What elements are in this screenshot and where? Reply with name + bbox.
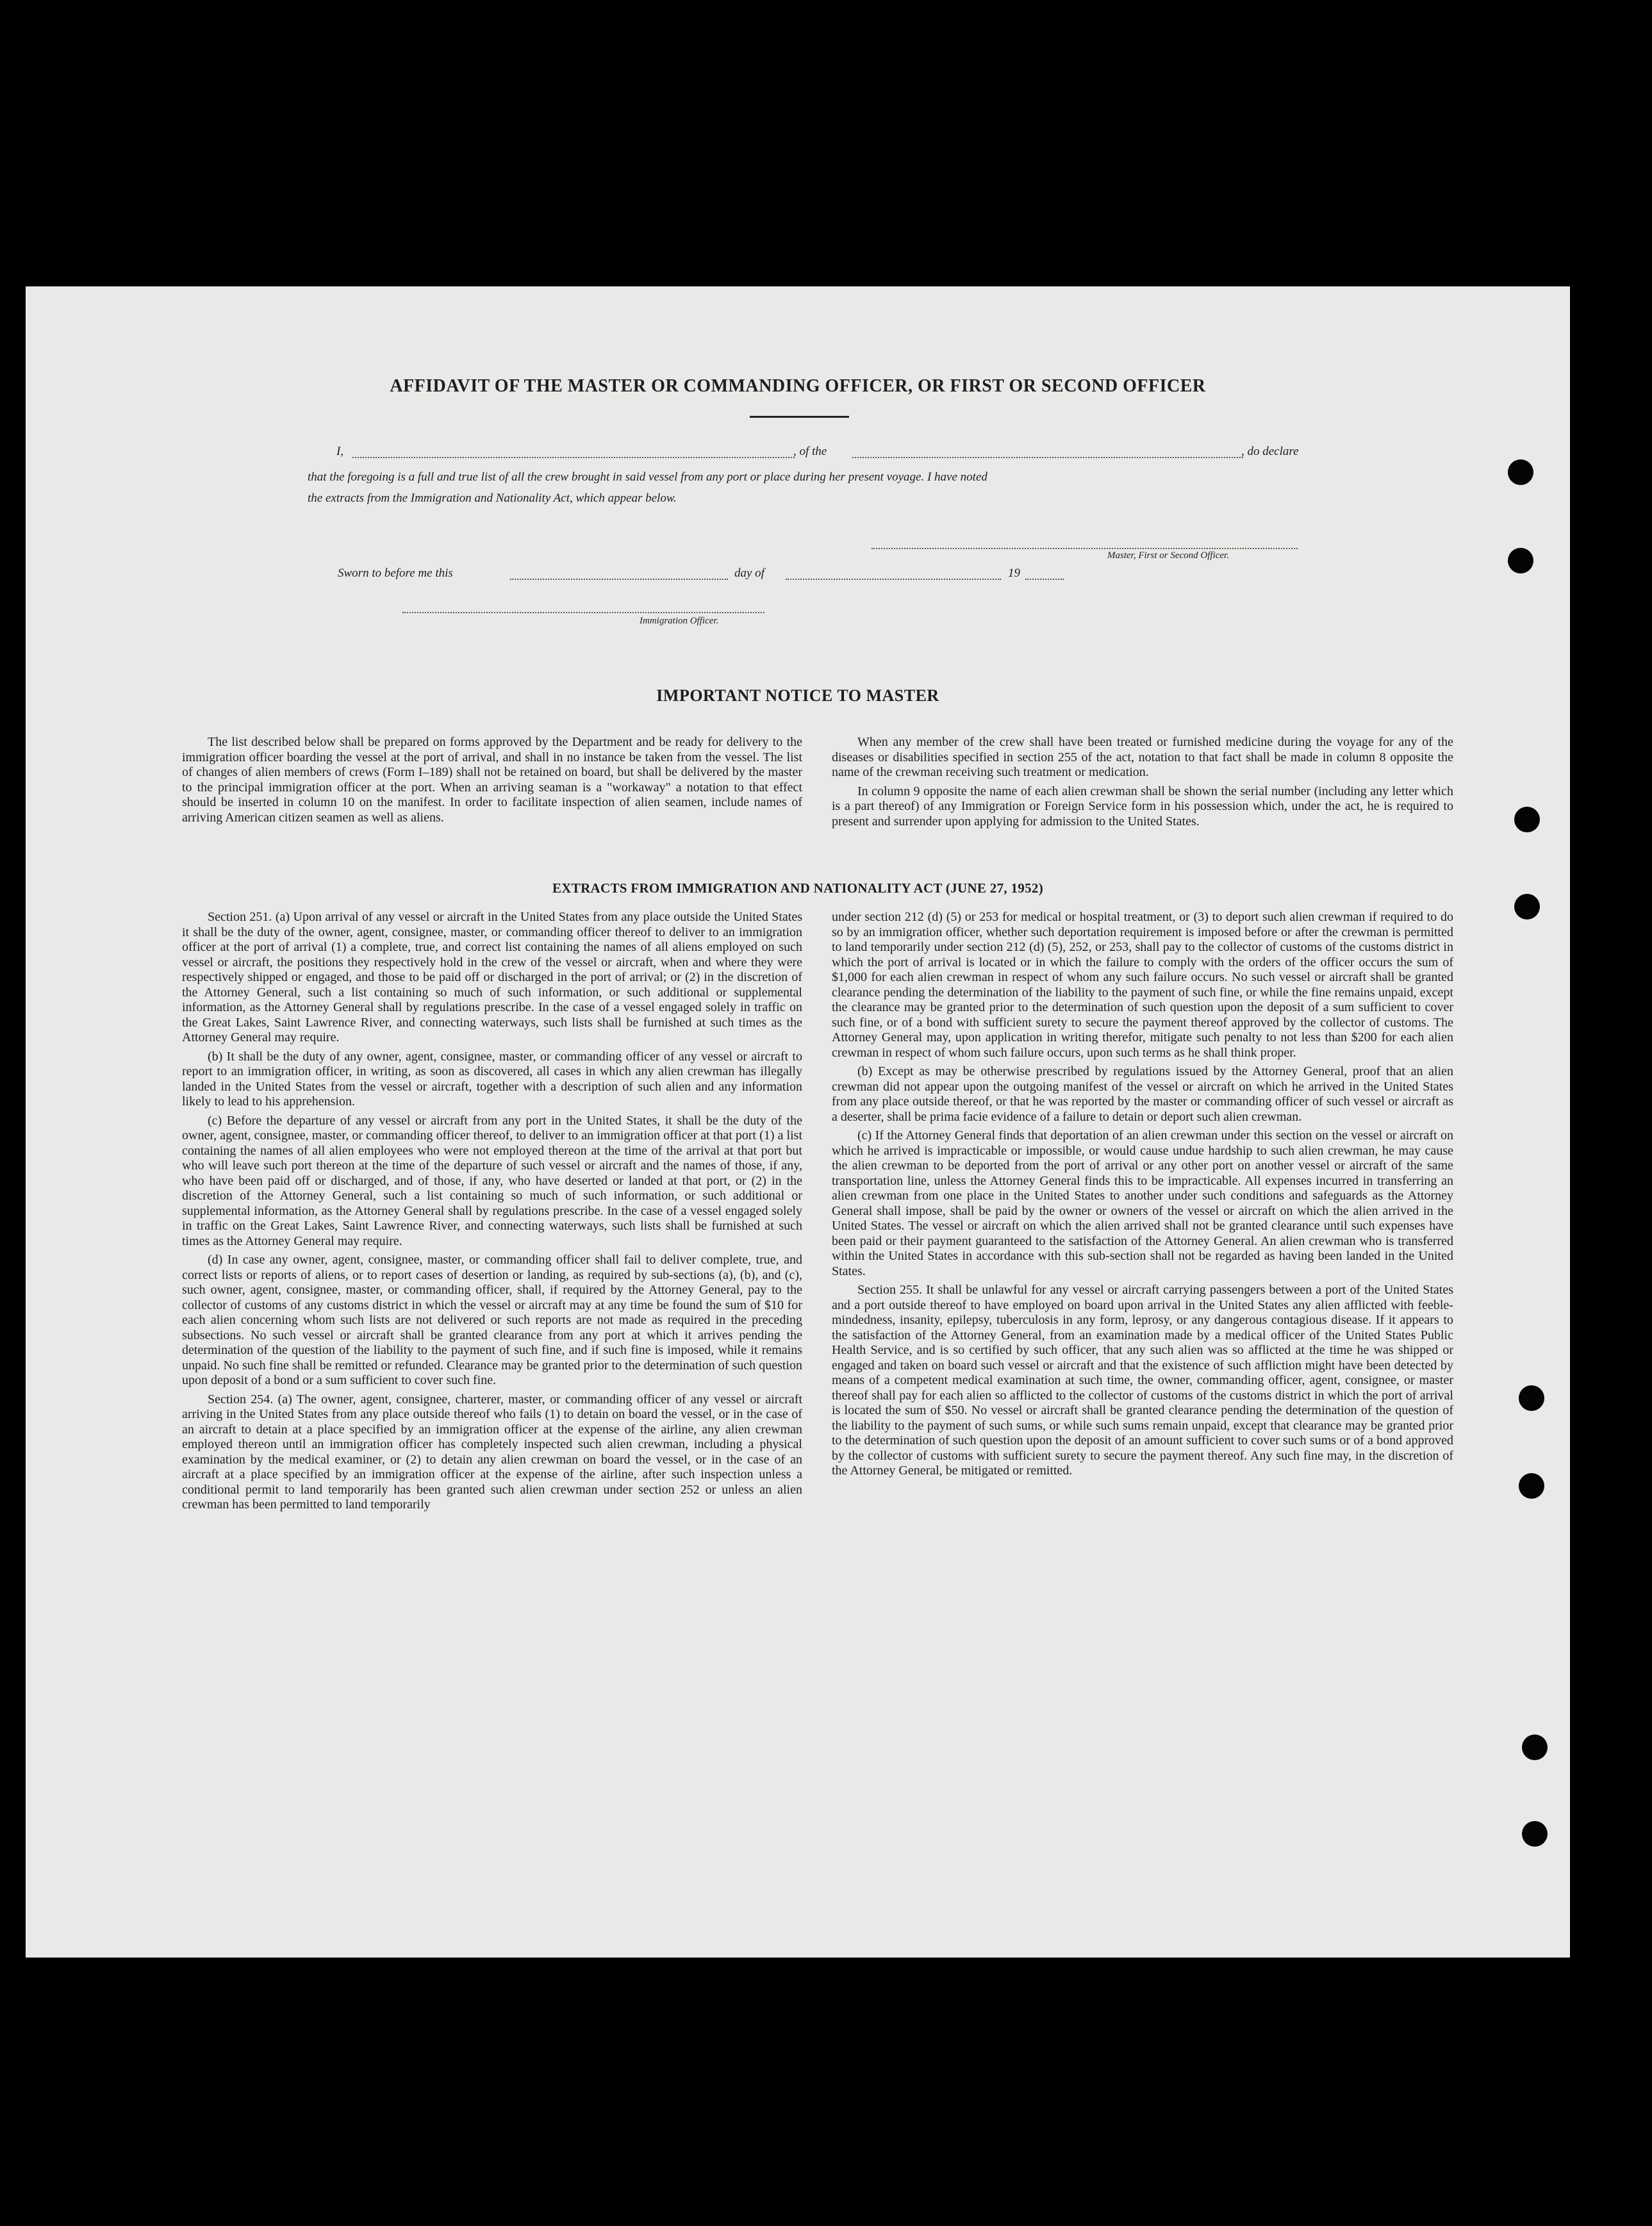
immigration-officer-label: Immigration Officer. — [640, 616, 719, 626]
binder-hole — [1514, 894, 1540, 919]
section-paragraph: (c) Before the departure of any vessel or aircraft from any port in the United States, it shall be the duty of the owner, agent, consignee, master, or commanding officer thereof, to deliver to an immigration officer at that port (1) a list containing the names of all alien employees who were not employed thereon at the time of the arrival at that port but who will leave such port thereon at the time of the departure of such vessel or aircraft and the names of those, if any, who have been paid off or discharged, and of those, if any, who have deserted or landed at that port, or (2) in the discretion of the Attorney General, such a list containing so much of such information, or such additional or supplemental information, as the Attorney General shall by regulations prescribe. In the case of a vessel engaged solely in traffic on the Great Lakes, Saint Lawrence River, and connecting waterways, such lists shall be furnished at such times as the Attorney General may require. — [182, 1113, 802, 1248]
declaration-line-2: the extracts from the Immigration and Nationality Act, which appear below. — [308, 491, 677, 505]
document-page — [26, 286, 1570, 1958]
year-prefix: 19 — [1008, 566, 1020, 580]
declaration-line-1: that the foregoing is a full and true list of all the crew brought in said vessel from any port or place during her present voyage. I have noted — [308, 470, 987, 484]
immigration-officer-signature-field[interactable] — [402, 612, 764, 613]
i-label: I, — [336, 445, 344, 458]
notice-title: IMPORTANT NOTICE TO MASTER — [656, 686, 939, 705]
section-paragraph: Section 255. It shall be unlawful for any vessel or aircraft carrying passengers between a port of the United States and a port outside thereof to have employed on board upon arrival in the United States any alien afflicted with feeble-mindedness, insanity, epilepsy, tuberculosis in any form, leprosy, or any dangerous contagious disease. If it appears to the satisfaction of the Attorney General, from an examination made by a medical officer of the United States Public Health Service, and is so certified by such officer, that any such alien was so afflicted at the time he was shipped or engaged and taken on board such vessel or aircraft and that the existence of such affliction might have been detected by means of a competent medical examination at such time, the owner, commanding officer, agent, consignee, or master thereof shall pay for each alien so afflicted to the collector of customs of the customs district in which the port of arrival is located the sum of $50. No vessel or aircraft shall be granted clearance pending the determination of the question of the liability to the payment of such sums, or while such sums remain unpaid, except that clearance may be granted prior to the determination of such question upon the deposit of an amount sufficient to cover such sums or of a bond approved by the collector of customs with sufficient surety to secure the payment thereof. Any such fine may, in the discretion of the Attorney General, be mitigated or remitted. — [832, 1283, 1453, 1478]
affidavit-title: AFFIDAVIT OF THE MASTER OR COMMANDING OFFICER, OR FIRST OR SECOND OFFICER — [390, 376, 1206, 396]
binder-hole — [1522, 1821, 1548, 1847]
master-signature-label: Master, First or Second Officer. — [1107, 550, 1229, 561]
day-of-label: day of — [734, 566, 764, 580]
vessel-name-field[interactable] — [852, 457, 1243, 458]
extracts-right-column — [832, 910, 1453, 1479]
extracts-title: EXTRACTS FROM IMMIGRATION AND NATIONALITY ACT (JUNE 27, 1952) — [552, 880, 1043, 896]
sworn-day-field[interactable] — [510, 579, 728, 580]
extracts-left-column — [182, 910, 802, 1513]
section-paragraph: Section 254. (a) The owner, agent, consignee, charterer, master, or commanding officer of any vessel or aircraft arriving in the United States from any place outside thereof who fails (1) to detain on board the vessel, or in the case of an aircraft to detain at a place specified by an immigration officer at the expense of the airline, any alien crewman employed thereon until an immigration officer has completely inspected such alien crewman, including a physical examination by the medical examiner, or (2) to detain any alien crewman on board the vessel, or in the case of an aircraft at a place specified by an immigration officer at the expense of the airline, after such inspection unless a conditional permit to land temporarily has been granted such alien crewman under section 252 or unless an alien crewman has been permitted to land temporarily — [182, 1392, 802, 1512]
notice-right-column — [832, 735, 1453, 829]
sworn-label: Sworn to before me this — [338, 566, 453, 580]
section-paragraph: under section 212 (d) (5) or 253 for medical or hospital treatment, or (3) to deport such alien crewman if required to do so by an immigration officer, whether such deportation requirement is imposed before or after the crewman is permitted to land temporarily under section 212 (d) (5), 252, or 253, shall pay to the collector of customs of the customs district in which the port of arrival is located or in which the failure to comply with the orders of the officer occurs the sum of $1,000 for each alien crewman in respect of whom any such failure occurs. No such vessel or aircraft shall be granted clearance pending the determination of the liability to the payment of such fine, or while the fine remains unpaid, except the clearance may be granted prior to the determination of such question upon the deposit of a sum sufficient to cover such fine, or of a bond with sufficient surety to secure the payment thereof approved by the collector of customs. The Attorney General may, upon application in writing therefor, mitigate such penalty to not less than $200 for each alien crewman in respect of whom such failure occurs, upon such terms as he shall think proper. — [832, 910, 1453, 1060]
section-paragraph: Section 251. (a) Upon arrival of any vessel or aircraft in the United States from any place outside the United States it shall be the duty of the owner, agent, consignee, master, or commanding officer thereof to deliver to an immigration officer at the port of arrival (1) a complete, true, and correct list containing the names of all aliens employed on such vessel or aircraft, the positions they respectively hold in the crew of the vessel or aircraft, when and where they were respectively shipped or engaged, and those to be paid off or discharged in the port of arrival; or (2) in the discretion of the Attorney General, such a list containing so much of such information, or such additional or supplemental information, as the Attorney General shall by regulations prescribe. In the case of a vessel engaged solely in traffic on the Great Lakes, Saint Lawrence River, and connecting waterways, such lists shall be furnished at such times as the Attorney General may require. — [182, 910, 802, 1044]
notice-paragraph: The list described below shall be prepared on forms approved by the Department and be ready for delivery to the immigration officer boarding the vessel at the port of arrival, and shall in no instance be taken from the vessel. The list of changes of alien members of crews (Form I–189) shall not be retained on board, but shall be delivered by the master to the principal immigration officer at the port. When an arriving seaman is a "workaway" a notation to that effect should be inserted in column 10 on the manifest. In order to facilitate inspection of alien seamen, include names of arriving American citizen seamen as well as aliens. — [182, 735, 802, 825]
binder-hole — [1508, 459, 1533, 485]
master-signature-field[interactable] — [871, 548, 1298, 549]
notice-left-column — [182, 735, 802, 825]
section-paragraph: (b) It shall be the duty of any owner, agent, consignee, master, or commanding officer of any vessel or aircraft to report to an immigration officer, in writing, as soon as discovered, all cases in which any alien crewman has illegally landed in the United States from the vessel or aircraft, together with a description of such alien and any information likely to lead to his apprehension. — [182, 1049, 802, 1109]
sworn-month-field[interactable] — [786, 579, 1001, 580]
binder-hole — [1519, 1473, 1544, 1499]
binder-hole — [1519, 1385, 1544, 1411]
section-paragraph: (b) Except as may be otherwise prescribed by regulations issued by the Attorney General, proof that an alien crewman did not appear upon the outgoing manifest of the vessel or aircraft on which he arrived in the United States from any place outside thereof, or that he was reported by the master or commanding officer of such vessel or aircraft as a deserter, shall be prima facie evidence of a failure to detain or deport such alien crewman. — [832, 1064, 1453, 1124]
name-field[interactable] — [352, 457, 795, 458]
section-paragraph: (c) If the Attorney General finds that deportation of an alien crewman under this section on the vessel or aircraft on which he arrived is impracticable or impossible, or would cause undue hardship to such alien crewman, he may cause the alien crewman to be deported from the port of arrival or any other port on another vessel or aircraft of the same transportation line, unless the Attorney General finds this to be impracticable. All expenses incurred in transferring an alien crewman from one place in the United States to another under such conditions and safeguards as the Attorney General shall impose, shall be paid by the owner or owners of the vessel or aircraft on which the alien arrived in the United States. The vessel or aircraft on which the alien arrived shall not be granted clearance until such expenses have been paid or their payment guaranteed to the satisfaction of the Attorney General. An alien crewman who is transferred within the United States in accordance with this sub-section shall not be regarded as having been landed in the United States. — [832, 1128, 1453, 1278]
binder-hole — [1508, 548, 1533, 573]
binder-hole — [1514, 807, 1540, 832]
binder-hole — [1522, 1735, 1548, 1760]
sworn-year-field[interactable] — [1025, 579, 1064, 580]
of-the-label: , of the — [793, 445, 827, 458]
notice-paragraph: In column 9 opposite the name of each alien crewman shall be shown the serial number (including any letter which is a part thereof) of any Immigration or Foreign Service form in his possession which, under the act, he is required to present and surrender upon applying for admission to the United States. — [832, 784, 1453, 829]
do-declare-label: , do declare — [1241, 445, 1299, 458]
notice-paragraph: When any member of the crew shall have been treated or furnished medicine during the voyage for any of the diseases or disabilities specified in section 255 of the act, notation to that fact shall be made in column 8 opposite the name of the crewman receiving such treatment or medication. — [832, 735, 1453, 779]
title-underline — [750, 416, 849, 418]
section-paragraph: (d) In case any owner, agent, consignee, master, or commanding officer shall fail to deliver complete, true, and correct lists or reports of aliens, or to report cases of desertion or landing, as required by sub-sections (a), (b), and (c), such owner, agent, consignee, master, or commanding officer, shall, if required by the Attorney General, pay to the collector of customs of any customs district in which the vessel or aircraft may at any time be found the sum of $10 for each alien concerning whom such lists are not delivered or such reports are not made as required in the preceding subsections. No such vessel or aircraft shall be granted clearance from any port at which it arrives pending the determination of the question of the liability to the payment of such fine, and if such fine is imposed, while it remains unpaid. No such fine shall be remitted or refunded. Clearance may be granted prior to the determination of such question upon deposit of a bond or a sum sufficient to cover such fine. — [182, 1253, 802, 1387]
